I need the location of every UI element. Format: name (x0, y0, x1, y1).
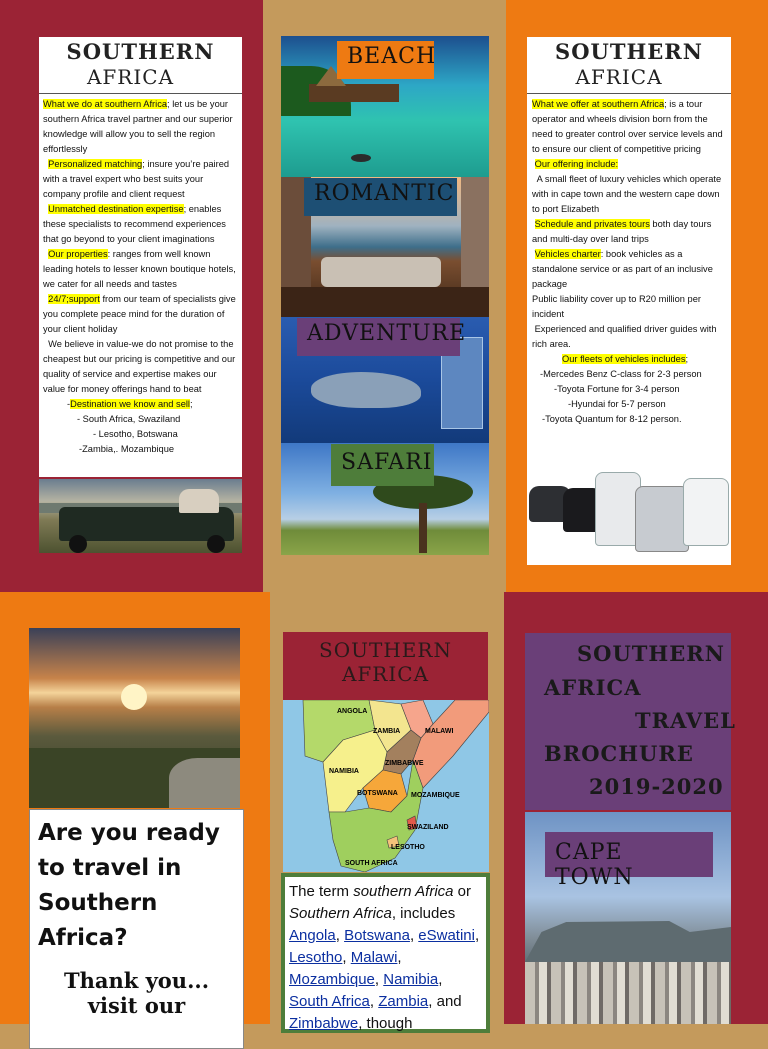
thank-you-text: Thank you... (63, 968, 210, 993)
right-fleets-highlight: Our fleets of vehicles includes (562, 354, 686, 364)
cover-line-africa: AFRICA (544, 675, 642, 700)
middle-title-line2: AFRICA (341, 662, 430, 686)
right-title-line1: SOUTHERN (555, 39, 703, 64)
romantic-label: ROMANTIC (304, 178, 457, 216)
link-eswatini[interactable]: eSwatini (418, 927, 475, 944)
visit-our-text: visit our (87, 993, 186, 1018)
left-dest-item-2: -Zambia,. Mozambique (79, 444, 175, 454)
beach-label: BEACH (337, 41, 434, 79)
left-item-3-text: : ranges from well known leading hotels to lesser known boutique hotels, we cater for all needs and tastes (43, 249, 236, 289)
right-fleet-item-2: -Hyundai for 5-7 person (568, 399, 666, 409)
left-item-3-highlight: Our properties (48, 249, 108, 259)
left-item-2-highlight: Unmatched destination expertise (48, 204, 184, 214)
cover-line-brochure: BROCHURE (544, 741, 694, 766)
link-angola[interactable]: Angola (289, 927, 336, 944)
map-label-angola: ANGOLA (337, 708, 368, 715)
right-fleet-item-3: -Toyota Quantum for 8-12 person. (542, 414, 682, 424)
map-label-malawi: MALAWI (425, 728, 454, 735)
link-zimbabwe[interactable]: Zimbabwe (289, 1015, 359, 1032)
left-belief-text: We believe in value-we do not promise to the cheapest but our pricing is competitive and our quality of service and expertise makes our value for money offerings hand to beat (43, 339, 236, 394)
right-offer-highlight: What we offer at southern Africa (532, 99, 665, 109)
link-botswana[interactable]: Botswana (344, 927, 410, 944)
ready-question: Are you ready to travel in Southern Africa? (38, 820, 220, 951)
cover-line-year: 2019-2020 (589, 774, 724, 799)
map-label-zambia: ZAMBIA (373, 728, 401, 735)
safari-jeep-photo (39, 479, 242, 553)
right-drivers-text: Experienced and qualified driver guides with rich area. (532, 324, 717, 349)
sunset-landscape-photo (29, 628, 240, 808)
right-liability-text: Public liability cover up to R20 million per incident (532, 294, 701, 319)
map-label-mozambique: MOZAMBIQUE (411, 792, 460, 799)
right-fleet-text: A small fleet of luxury vehicles which operate with in cape town and the western cape down to port Elizabeth (532, 174, 722, 214)
desc-part-1: The term (289, 883, 354, 900)
right-charter-text: : book vehicles as a standalone service or as part of an inclusive package (532, 249, 713, 289)
left-destination-heading: Destination we know and sell (70, 399, 191, 409)
link-lesotho[interactable]: Lesotho (289, 949, 343, 966)
desc-and: , and (428, 993, 462, 1010)
cover-line-southern: SOUTHERN (577, 641, 725, 666)
left-item-0-highlight: What we do at southern Africa (43, 99, 168, 109)
middle-title-line1: SOUTHERN (319, 638, 452, 662)
desc-part-2: or (453, 883, 472, 900)
map-label-south-africa: SOUTH AFRICA (345, 860, 398, 867)
middle-title-box (283, 632, 488, 700)
link-zambia[interactable]: Zambia (378, 993, 429, 1010)
left-item-1-highlight: Personalized matching (48, 159, 143, 169)
adventure-label: ADVENTURE (297, 318, 460, 356)
left-text-card: SOUTHERN AFRICA What we do at southern Africa; let us be your southern Africa travel partner and our superior knowledge will allow you to sell the region effortlessly Personalized matching; insure you’re paired with a travel expert who best suits your company profile and client request Unmatched destination expertise; enables these specialists to recommend experiences that go beyond to your client imaginations Our properties: ranges from well known leading hotels to lesser known boutique hotels, we cater for all needs and tastes 24/7;support from our team of specialists give you complete peace mind for the duration of your client holiday We believe in value-we do not promise to the cheapest but our pricing is competitive and our quality of service and expertise makes our value for money offerings hand to beat -Destination we know and sell; - South Africa, Swaziland - Lesotho, Botswana -Zambia,. Mozambique (39, 37, 242, 477)
left-title-line1: SOUTHERN (66, 39, 215, 64)
left-title-line2: AFRICA (86, 65, 175, 89)
link-south-africa[interactable]: South Africa (289, 993, 370, 1010)
link-malawi[interactable]: Malawi (350, 949, 398, 966)
right-text-card: SOUTHERN AFRICA What we offer at southern Africa; is a tour operator and wheels division born from the need to greater control over service levels and to ensure our client of competitive pricing Our offering include: A small fleet of luxury vehicles which operate with in cape town and the western cape down to port Elizabeth Schedule and privates tours both day tours and multi-day over land trips Vehicles charter: book vehicles as a standalone service or as part of an inclusive package Public liability cover up to R20 million per incident Experienced and qualified driver guides with rich area. Our fleets of vehicles includes; -Mercedes Benz C-class for 2-3 person -Toyota Fortune for 3-4 person -Hyundai for 5-7 person -Toyota Quantum for 8-12 person. (527, 37, 731, 565)
right-fleet-item-0: -Mercedes Benz C-class for 2-3 person (540, 369, 702, 379)
right-title-line2: AFRICA (575, 65, 663, 89)
right-offering-highlight: Our offering include: (534, 159, 619, 169)
desc-part-3: , includes (391, 905, 456, 922)
desc-end: , though (358, 1015, 413, 1032)
cover-line-travel: TRAVEL (635, 708, 736, 733)
desc-italic-1: southern Africa (353, 883, 454, 900)
right-offer-text: ; is a tour operator and wheels division born from the need to greater control over service levels and to ensure our client of competitive pricing (532, 99, 723, 154)
left-dest-item-1: - Lesotho, Botswana (93, 429, 178, 439)
map-label-lesotho: LESOTHO (391, 844, 425, 851)
left-dest-item-0: - South Africa, Swaziland (77, 414, 181, 424)
map-label-zimbabwe: ZIMBABWE (385, 760, 424, 767)
left-item-2-text: ; enables these specialists to recommend experiences that go beyond to your client imaginations (43, 204, 226, 244)
right-schedule-highlight: Schedule and privates tours (534, 219, 650, 229)
cape-town-label: CAPE TOWN (545, 832, 713, 877)
desc-italic-2: Southern Africa (289, 905, 392, 922)
left-item-4-highlight: 24/7;support (48, 294, 100, 304)
ready-to-travel-box (29, 809, 244, 1049)
link-namibia[interactable]: Namibia (383, 971, 439, 988)
left-item-0-text: ; let us be your southern Africa travel partner and our superior knowledge will allow you to sell the region effortlessly (43, 99, 233, 154)
left-item-4-text: from our team of specialists give you complete peace mind for the duration of your client holiday (43, 294, 236, 334)
vehicles-photo (527, 468, 731, 558)
right-schedule-text: both day tours and multi-day over land trips (532, 219, 712, 244)
southern-africa-description: The term southern Africa or Southern Africa, includes Angola, Botswana, eSwatini, Lesotho, Malawi, Mozambique, Namibia, South Africa, Zambia, and Zimbabwe, though (281, 873, 490, 1033)
southern-africa-map (283, 700, 489, 872)
safari-label: SAFARI (331, 444, 434, 486)
link-mozambique[interactable]: Mozambique (289, 971, 375, 988)
right-fleet-item-1: -Toyota Fortune for 3-4 person (554, 384, 680, 394)
right-charter-highlight: Vehicles charter (534, 249, 601, 259)
map-label-botswana: BOTSWANA (357, 790, 398, 797)
map-label-swaziland: SWAZILAND (407, 824, 449, 831)
map-label-namibia: NAMIBIA (329, 768, 359, 775)
left-item-1-text: ; insure you’re paired with a travel expert who best suits your company profile and client request (43, 159, 230, 199)
brochure-cover-box (525, 633, 736, 810)
